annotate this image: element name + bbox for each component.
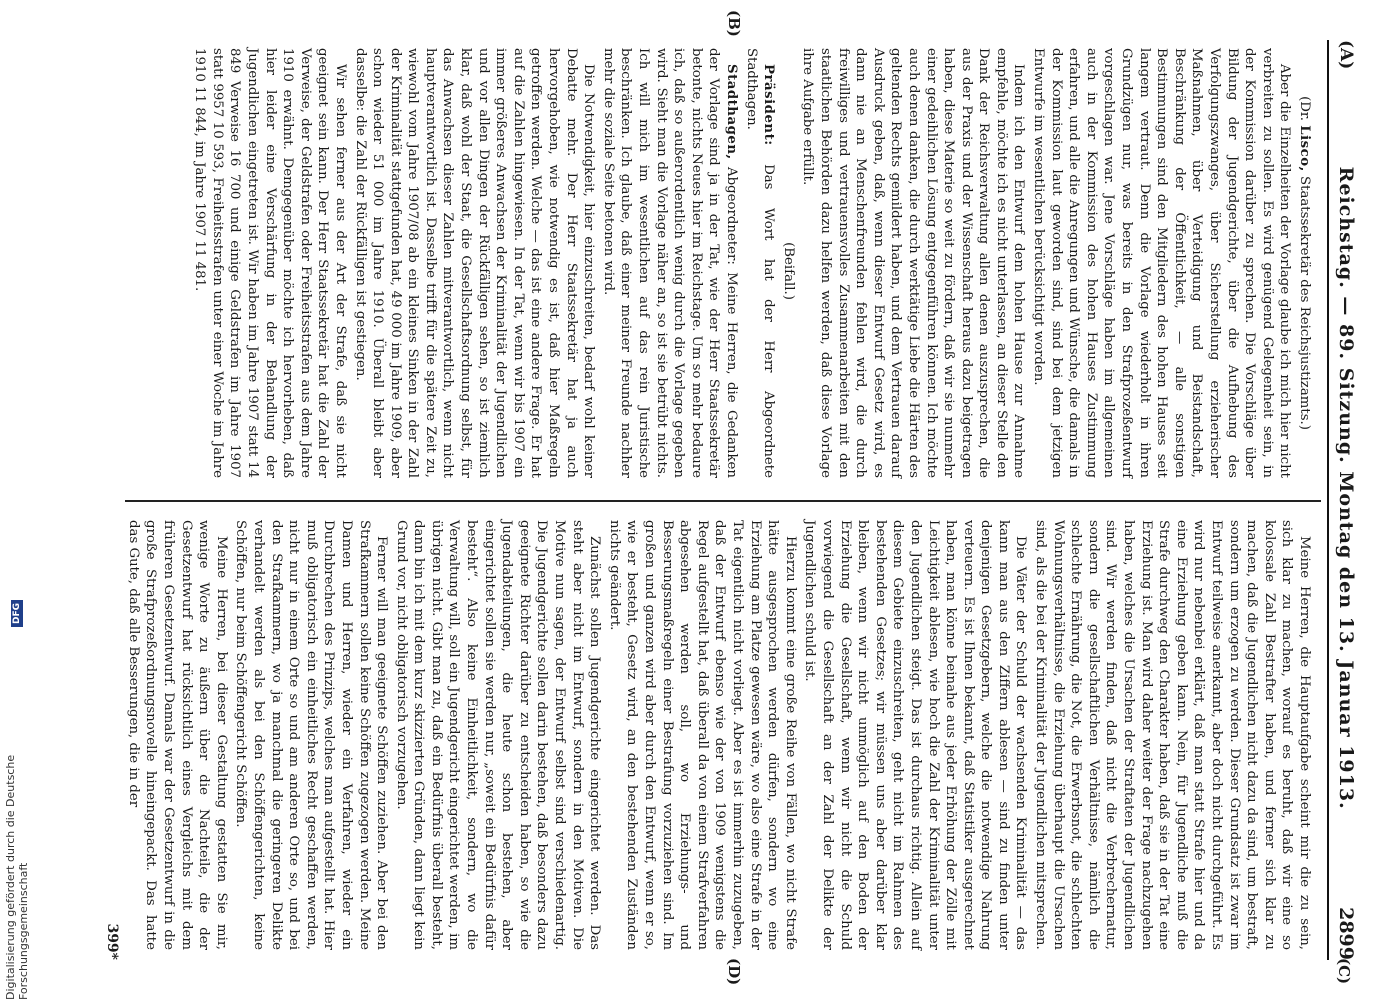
column-divider bbox=[125, 500, 1321, 502]
right-column bbox=[125, 520, 1313, 950]
paragraph: Indem ich den Entwurf dem hohen Hause zur Annahme empfehle, möchte ich es nicht unterlassen, an dieser Stelle den Dank der Reichsverwaltung allen denen auszusprechen, die aus der Praxis und der Wissenschaft heraus dazu beigetragen haben, diese Materie so weit zu fördern, daß wir sie nunmehr einer gedeihlichen Lösung entgegenführen können. Ich möchte auch denen danken, die durch werktätige Liebe die Härten des geltenden Rechts gemildert haben, und dem Vertrauen darauf Ausdruck geben, daß, wenn dieser Entwurf Gesetz wird, es dann nie an Menschenfreunden fehlen wird, die durch freiwilliges und vertrauensvolles Zusammenarbeiten mit den staatlichen Behörden dazu helfen werden, daß diese Vorlage ihre Aufgabe erfüllt. bbox=[800, 48, 1027, 478]
speaker-prefix: (Dr. bbox=[1297, 96, 1312, 122]
page-number: 2899 bbox=[1335, 907, 1357, 960]
section-marker-c: (C) bbox=[1335, 958, 1353, 985]
president-text: Das Wort hat der Herr Abgeordnete Stadthagen. bbox=[743, 48, 777, 478]
second-speaker-role: Abgeordneter: bbox=[724, 167, 739, 265]
paragraph: Aber die Einzelheiten der Vorlage glaube ich mich hier nicht verbreiten zu sollen. Es wird genügend Gelegenheit sein, in der Kommission darüber zu sprechen. Die Vorschläge über Bildung der Jugendgerichte, über die Aufhebung des Verfolgungszwanges, über Sicherstellung erzieherischer Maßnahmen, über Verteidigung und Beistandschaft, Beschränkung der Öffentlichkeit, — alle sonstigen Bestimmungen sind den Mitgliedern des hohen Hauses seit langem vertraut. Denn die Vorlage wiederholt in ihren Grundzügen nur, was bereits in den Strafprozeßentwurf vorgeschlagen war. Jene Vorschläge haben im allgemeinen auch in der Kommission des hohen Hauses Zustimmung erfahren, und alle die Anregungen und Wünsche, die damals in der Kommission laut geworden sind, sind bei dem jetzigen Entwurfe im wesentlichen berücksichtigt worden. bbox=[1031, 48, 1293, 478]
section-marker-d: (D) bbox=[725, 958, 743, 986]
paragraph: Die Väter der Schuld der wachsenden Kriminalität — das kann man aus den Ziffern ablesen — sind zu finden unter denjenigen Gesetzgebern, welche die notwendige Nahrung verteuern. Es ist Ihnen bekannt, daß Statistiker ausgerechnet haben, man könne beinahe aus jeder Erhöhung der Zölle mit Leichtigkeit ablesen, wie hoch die Zahl der Kriminalität unter den Jugendlichen steigt. Das ist durchaus richtig. Allein auf diesem Gebiete einzuschreiten, geht nicht im Rahmen des bestehenden Gesetzes; wir müssen uns aber darüber klar bleiben, wenn wir nicht unmöglich auf den Boden der Erziehung die Gesellschaft, wenn wir nicht die Schuld vorwiegend die Gesellschaft an der Zahl der Delikte der Jugendlichen schuld ist. bbox=[802, 520, 1029, 950]
second-speaker-name: Stadthagen, bbox=[724, 64, 739, 160]
page-title: Reichstag. — 89. Sitzung. Montag den 13. Januar 1913. bbox=[1335, 166, 1357, 810]
speaker-continuation-line bbox=[1295, 48, 1313, 478]
paragraph: Zunächst sollen Jugendgerichte eingerichtet werden. Das steht aber nicht im Entwurf, sondern in den Motiven. Die Motive nun sagen, der Entwurf selbst sind verschiedenartig. Die Jugendgerichte sollen darin bestehen, daß besonders dazu geeignete Richter darüber zu entscheiden haben, so wie die Jugendabteilungen, die heute schon bestehen, aber eingerichtet sollen sie werden nur, „soweit ein Bedürfnis dafür besteht“. Also keine Einheitlichkeit, sondern, wo die Verwaltung will, soll ein Jugendgericht eingerichtet werden, im übrigen nicht. Gibt man zu, daß ein Bedürfnis überall besteht, dann bin ich mit dem kurz skizzierten Gründen, dann liegt kein Grund vor, nicht obligatorisch vorzugehen. bbox=[393, 520, 603, 950]
paragraph: Meine Herren, die Gedanken der Vorlage sind ja in der Tat, wie der Herr Staatssekretär betonte, nichts Neues hier im Reichstage. Um so mehr bedaure ich, daß so außerordentlich wenig durch die Vorlage gegeben wird. Sieht man die Vorlage näher an, so ist sie betrübt nichts. Ich will mich im wesentlichen auf das rein Juristische beschränken. Ich glaube, daß einer meiner Freunde nachher mehr die soziale Seite betonen wird. bbox=[600, 48, 739, 478]
second-speaker-intro bbox=[599, 48, 740, 478]
paragraph: Meine Herren, bei dieser Gestaltung gestatten Sie mir, wenige Worte zu äußern über die Nachteile, die der Gesetzentwurf hat rücksichtlich eines Vergleichs mit dem früheren Gesetzentwurf. Damals war der Gesetzentwurf in die große Strafprozeßordnungsnovelle hineingepackt. Das hatte das Gute, daß alle Besserungen, die in der bbox=[125, 520, 229, 950]
president-label: Präsident: bbox=[761, 64, 777, 146]
section-marker-a: (A) bbox=[1336, 40, 1356, 70]
section-marker-b: (B) bbox=[725, 10, 743, 37]
paragraph: Ferner will man geeignete Schöffen zuziehen. Aber bei den Strafkammern sollen keine Schöffen zugezogen werden. Meine Damen und Herren, wieder ein Verfahren, wieder ein Durchbrechen des Prinzips, welches man aufgestellt hat. Hier muß obligatorisch ein einheitliches Recht geschaffen werden, nicht nur in einem Orte so und am anderen Orte so, und bei den Strafkammern, wo ja manchmal die geringeren Delikte verhandelt werden als bei den Schöffengerichten, keine Schöffen, nur beim Schöffengericht Schöffen. bbox=[233, 520, 390, 950]
paragraph: Wir sehen ferner aus der Art der Strafe, daß sie nicht geeignet sein kann. Der Herr Staatssekretär hat die Zahl der Verweise, der Geldstrafen oder Freiheitsstrafen aus dem Jahre 1910 erwähnt. Demgegenüber möchte ich hervorheben, daß hier leider eine Verschärfung in der Behandlung der Jugendlichen eingetreten ist. Wir haben im Jahre 1907 statt 14 849 Verweise 16 700 und einige Geldstrafen im Jahre 1907 statt 9957 10 593, Freiheitsstrafen unter einer Woche im Jahre 1910 11 844, im Jahre 1907 11 481. bbox=[192, 48, 348, 478]
credit-text: Digitalisierung gefördert durch die Deutsche Forschungsgemeinschaft bbox=[4, 754, 30, 1000]
president-statement bbox=[742, 48, 777, 478]
paragraph: Die Notwendigkeit, hier einzuschreiten, bedarf wohl keiner Debatte mehr. Der Herr Staatssekretär hat ja auch hervorgehoben, wie notwendig es ist, daß hier Maßregeln getroffen werden. Welche — das ist eine andere Frage. Er hat auf die Zahlen hingewiesen. In der Tat, wenn wir bis 1907 ein immer größeres Anwachsen der Kriminalität der Jugendlichen und vor allen Dingen der Rückfälligen sehen, so ist ziemlich klar, daß wohl der Staat, die Gesellschaftsordnung selbst, für das Anwachsen dieser Zahlen mitverantwortlich, wenn nicht hauptverantwortlich ist. Dasselbe trifft für die spätere Zeit zu, wiewohl vom Jahre 1907/08 ab ein kleines Sinken in der Zahl der Kriminalität stattgefunden hat, 49 000 im Jahre 1909, aber schon wieder 51 000 im Jahre 1910. Überall bleibt aber dasselbe: die Zahl der Rückfälligen ist gestiegen. bbox=[352, 48, 597, 478]
paragraph: Meine Herren, die Hauptaufgabe scheint mir die zu sein, sich klar zu machen, worauf es beruht, daß wir eine so kolossale Zahl Bestrafter haben, und ferner sich klar zu machen, daß die Jugendlichen nicht dazu da sind, um bestraft, sondern um erzogen zu werden. Dieser Grundsatz ist zwar im Entwurf teilweise anerkannt, aber doch nicht durchgeführt. Es wird nur nebenbei erklärt, daß man statt Strafe hier und da eine Erziehung geben kann. Nein, für Jugendliche muß die Strafe durchweg den Charakter haben, daß sie in der Tat eine Erziehung ist. Man wird daher weiter der Frage nachzugehen haben, welches die Ursachen der Straftaten der Jugendlichen sind. Wir werden finden, daß nicht die Verbrechernatur, sondern die gesellschaftlichen Verhältnisse, nämlich die schlechte Ernährung, die Not, die Erwerbsnot, die schlechten Wohnungsverhältnisse, die Erziehung überhaupt die Ursachen sind, als die bei der Kriminalität der Jugendlichen mitsprechen. bbox=[1033, 520, 1312, 950]
page-header bbox=[1327, 40, 1363, 960]
left-column bbox=[130, 48, 1313, 478]
digitization-credit bbox=[4, 600, 30, 1000]
speaker-name: Lisco, bbox=[1297, 125, 1312, 172]
dfg-logo: DFG bbox=[11, 600, 23, 627]
signature-mark: 399* bbox=[104, 923, 120, 960]
speaker-role: Staatssekretär des Reichsjustizamts.) bbox=[1297, 176, 1312, 430]
applause-note: (Beifall.) bbox=[780, 242, 796, 300]
paragraph: Hierzu kommt eine große Reihe von Fällen, wo nicht Strafe hätte ausgesprochen werden dürfen, sondern wo eine Erziehung am Platze gewesen wäre, wo also eine Strafe in der Tat eigentlich nicht vorliegt. Aber es ist immerhin zuzugeben, daß der Entwurf ebenso wie der von 1909 wenigstens die Regel aufgestellt hat, daß überall da von einem Strafverfahren abgesehen werden soll, wo Erziehungs- und Besserungsmaßregeln einer Bestrafung vorzuziehen sind. Im großen und ganzen wird aber durch den Entwurf, wenn er so, wie er besteht, Gesetz wird, an den bestehenden Zuständen nichts geändert. bbox=[606, 520, 798, 950]
